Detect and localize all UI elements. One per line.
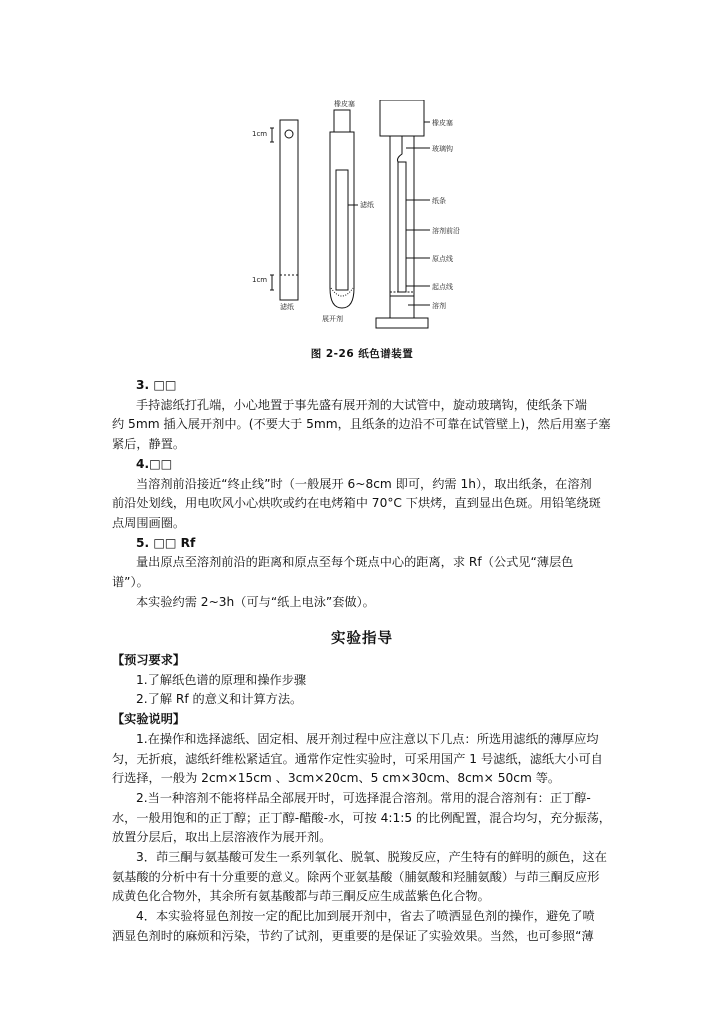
note1-line3: 行选择，一般为 2cm×15cm 、3cm×20cm、5 cm×30cm、8cm× 50cm 等。 <box>112 771 561 786</box>
note2-line3: 放置分层后，取出上层溶液作为展开剂。 <box>112 830 332 845</box>
tube-stand <box>376 318 428 328</box>
test-tube-right <box>390 136 414 296</box>
filter-paper-strip <box>280 120 298 300</box>
paper-hole <box>285 130 293 138</box>
step4-line2: 前沿处划线，用电吹风小心烘吹或约在电烤箱中 70°C 下烘烤，直到显出色斑。用铅笔绕斑 <box>112 496 601 511</box>
note2-line2: 水，一般用饱和的正丁醇；正丁醇-醋酸-水，可按 4:1:5 的比例配置，混合均匀，充分振荡， <box>112 810 611 825</box>
prep-heading: 【预习要求】 <box>112 653 186 667</box>
procedure-section <box>112 376 614 612</box>
step3-line3: 紧后，静置。 <box>112 437 186 452</box>
note4-line1: 4．本实验将显色剂按一定的配比加到展开剂中，省去了喷洒显色剂的操作，避免了喷 <box>136 909 595 924</box>
test-tube-middle <box>330 132 354 308</box>
note3-line1: 3．茚三酮与氨基酸可发生一系列氧化、脱氧、脱羧反应，产生特有的鲜明的颜色，这在 <box>136 850 607 865</box>
note3-line3: 成黄色化合物外，其余所有氨基酸都与茚三酮反应生成蓝紫色化合物。 <box>112 889 490 904</box>
note4-line2: 洒显色剂时的麻烦和污染，节约了试剂，更重要的是保证了实验效果。当然，也可参照“薄 <box>112 928 594 943</box>
step3-line2: 约 5mm 插入展开剂中。(不要大于 5mm，且纸条的边沿不可靠在试管壁上)，然后用塞子塞 <box>112 417 611 432</box>
label-paper: 滤纸 <box>360 201 374 209</box>
prep-item-2: 2.了解 Rf 的意义和计算方法。 <box>136 692 303 707</box>
step5-line1: 量出原点至溶剂前沿的距离和原点至每个斑点中心的距离，求 Rf（公式见“薄层色 <box>136 555 574 570</box>
label-strip: 纸条 <box>432 197 446 205</box>
label-start-line: 起点线 <box>432 283 453 291</box>
note2-line1: 2.当一种溶剂不能将样品全部展开时，可选择混合溶剂。常用的混合溶剂有：正丁醇- <box>136 790 591 805</box>
paper-in-tube <box>336 170 348 290</box>
label-mark-bottom: 1cm <box>252 276 268 284</box>
note1-line2: 匀，无折痕，滤纸纤维松紧适宜。通常作定性实验时，可采用国产 1 号滤纸，滤纸大小可自 <box>112 751 603 766</box>
step3-line1: 手持滤纸打孔端，小心地置于事先盛有展开剂的大试管中，旋动玻璃钩，使纸条下端 <box>136 397 587 412</box>
label-solvent: 溶剂 <box>432 302 446 310</box>
step4-line1: 当溶剂前沿接近“终止线”时（一般展开 6~8cm 即可，约需 1h），取出纸条，在溶剂 <box>136 476 592 491</box>
step3-heading: 3. □□ <box>136 378 177 392</box>
note3-line2: 氨基酸的分析中有十分重要的意义。除两个亚氨基酸（脯氨酸和羟脯氨酸）与茚三酮反应形 <box>112 869 600 884</box>
step4-heading: 4.□□ <box>136 456 173 471</box>
glass-hook <box>398 136 403 162</box>
time-note: 本实验约需 2~3h（可与“纸上电泳”套做）。 <box>136 594 375 609</box>
notes-heading: 【实验说明】 <box>112 712 186 727</box>
step5-line2: 谱”）。 <box>112 575 149 590</box>
figure-caption: 图 2-26 纸色谱装置 <box>310 348 414 360</box>
step4-line3: 点周围画圈。 <box>112 515 186 530</box>
stopper-middle <box>334 110 350 132</box>
prep-item-1: 1.了解纸色谱的原理和操作步骤 <box>136 672 307 687</box>
label-mark-top: 1cm <box>252 130 268 138</box>
guide-title: 实验指导 <box>331 631 393 647</box>
guide-section <box>112 651 614 947</box>
step5-heading: 5. □□ Rf <box>136 535 196 550</box>
label-spot: 原点线 <box>432 255 453 263</box>
note1-line1: 1.在操作和选择滤纸、固定相、展开剂过程中应注意以下几点：所选用滤纸的薄厚应均 <box>136 731 599 746</box>
label-glass-hook: 玻璃钩 <box>432 145 453 153</box>
label-tube-top: 橡皮塞 <box>334 100 355 108</box>
label-solvent-bottom: 展开剂 <box>322 315 343 323</box>
label-front: 溶剂前沿 <box>432 227 460 235</box>
label-paper-bottom: 滤纸 <box>280 303 294 311</box>
chromatography-apparatus-figure <box>250 100 470 340</box>
label-stopper: 橡皮塞 <box>432 119 453 127</box>
stopper-right <box>380 100 424 136</box>
paper-strip-right <box>398 162 406 292</box>
